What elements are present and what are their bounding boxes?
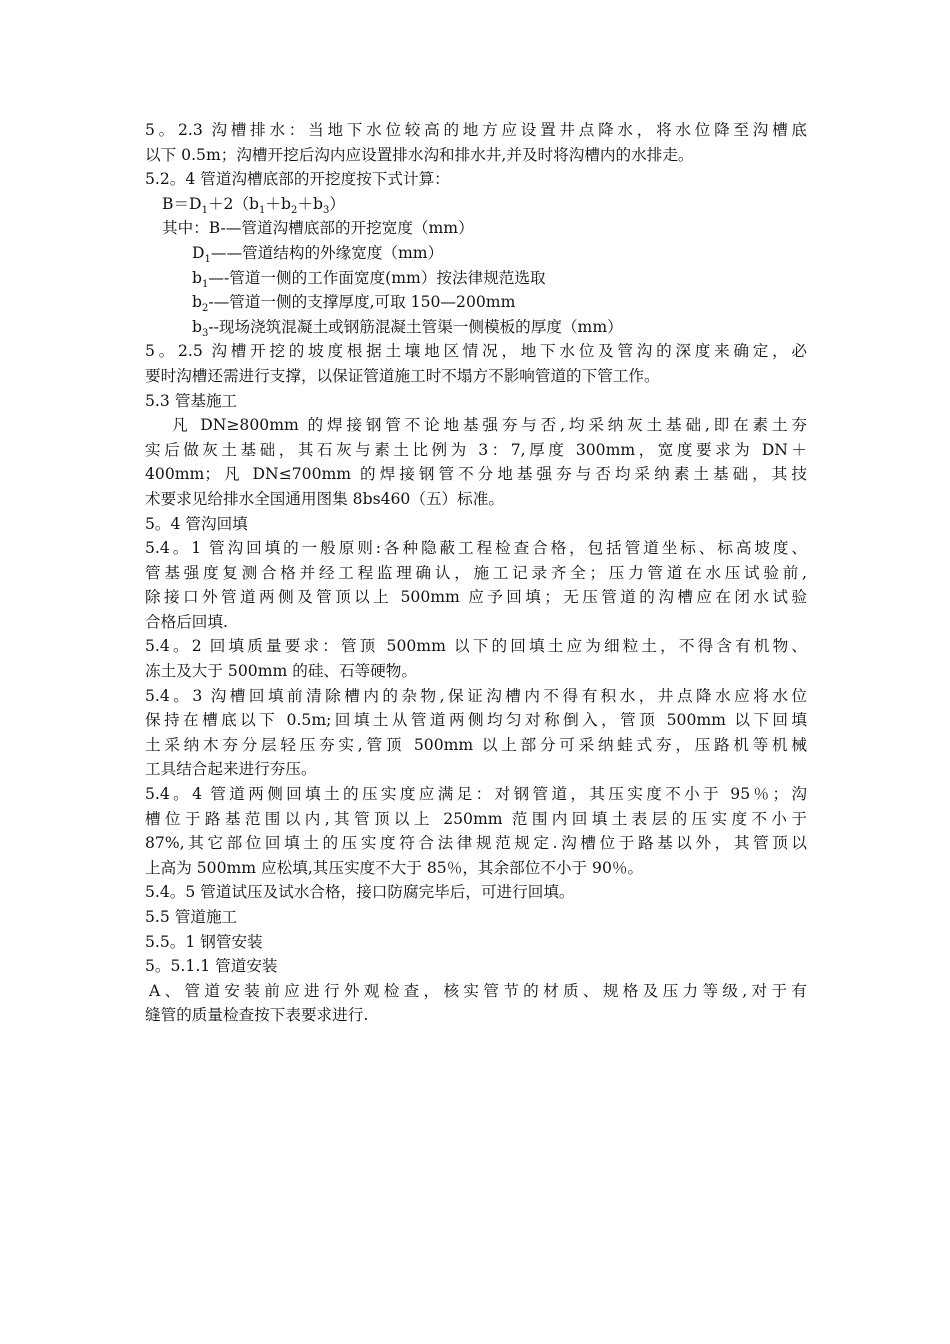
paragraph-5-4-1-line-3: 除接口外管道两侧及管顶以上 500mm 应予回填；无压管道的沟槽应在闭水试验 — [145, 588, 807, 607]
definition-symbol: b — [192, 268, 202, 287]
paragraph-5-3-line-4: 术要求见给排水全国通用图集 8bs460（五）标准。 — [145, 489, 504, 508]
formula-part: B＝D — [162, 194, 202, 213]
definition-d1 — [145, 241, 807, 266]
definition-subscript: 1 — [201, 278, 209, 290]
formula-part: ＋b — [265, 194, 291, 213]
paragraph-5-4-1-line-4: 合格后回填. — [145, 612, 228, 631]
paragraph-5-4-2-line-1: 5.4。2 回填质量要求：管顶 500mm 以下的回填土应为细粒土，不得含有机物、 — [145, 637, 807, 656]
heading-5-2-4: 5.2。4 管道沟槽底部的开挖度按下式计算： — [145, 170, 450, 189]
definition-subscript: 2 — [201, 303, 209, 315]
paragraph-5-3-line-1: 凡 DN≥800mm 的焊接钢管不论地基强夯与否,均采纳灰土基础,即在素土夯 — [172, 416, 807, 435]
paragraph-5-4-3-line-3: 土采纳木夯分层轻压夯实,管顶 500mm 以上部分可采纳蛙式夯，压路机等机械 — [145, 735, 807, 754]
paragraph-5-4-4-line-1: 5.4。4 管道两侧回填土的压实度应满足：对钢管道，其压实度不小于 95％；沟 — [145, 785, 807, 804]
formula-part: ） — [329, 194, 345, 213]
definition-subscript: 1 — [204, 254, 211, 266]
paragraph-5-4-3-line-2: 保持在槽底以下 0.5m;回填土从管道两侧均匀对称倒入，管顶 500mm 以下回填 — [145, 711, 807, 730]
definition-b2 — [145, 290, 807, 315]
heading-5-4: 5。4 管沟回填 — [145, 514, 248, 533]
formula-subscript: 1 — [259, 204, 266, 216]
paragraph-5-4-3-line-4: 工具结合起来进行夯压。 — [145, 760, 317, 779]
definition-text: --现场浇筑混凝土或钢筋混凝土管渠一侧模板的厚度（mm） — [208, 317, 623, 336]
definition-b3 — [145, 315, 807, 340]
paragraph-a-line-1: A、管道安装前应进行外观检查，核实管节的材质、规格及压力等级,对于有 — [149, 981, 807, 1000]
paragraph-5-2-3-line-1: 5。2.3 沟槽排水：当地下水位较高的地方应设置井点降水，将水位降至沟槽底 — [145, 121, 807, 139]
paragraph-5-4-1-line-2: 管基强度复测合格并经工程监理确认，施工记录齐全；压力管道在水压试验前, — [145, 563, 807, 582]
paragraph-5-2-5-line-1: 5。2.5 沟槽开挖的坡度根据土壤地区情况，地下水位及管沟的深度来确定，必 — [145, 342, 807, 361]
definition-symbol: b — [192, 293, 202, 312]
paragraph-5-4-4-line-3: 87%,其它部位回填土的压实度符合法律规范规定.沟槽位于路基以外，其管顶以 — [145, 834, 807, 853]
formula-subscript: 1 — [201, 204, 208, 216]
heading-5-5-1-1: 5。5.1.1 管道安装 — [145, 957, 278, 976]
paragraph-5-4-4-line-2: 槽位于路基范围以内,其管顶以上 250mm 范围内回填土表层的压实度不小于 — [145, 809, 807, 828]
paragraph-5-4-3-line-1: 5.4。3 沟槽回填前清除槽内的杂物,保证沟槽内不得有积水，井点降水应将水位 — [145, 686, 807, 705]
heading-5-5: 5.5 管道施工 — [145, 908, 238, 926]
paragraph-5-4-2-line-2: 冻土及大于 500mm 的硅、石等硬物。 — [145, 662, 417, 681]
paragraph-5-3-line-2: 实后做灰土基础，其石灰与素土比例为 3：7,厚度 300mm，宽度要求为 DN＋ — [145, 440, 807, 459]
formula-line — [145, 192, 807, 217]
formula-subscript: 2 — [290, 204, 298, 216]
paragraph-5-4-5: 5.4。5 管道试压及试水合格，接口防腐完毕后，可进行回填。 — [145, 883, 575, 902]
paragraph-5-4-4-line-4: 上高为 500mm 应松填,其压实度不大于 85％，其余部位不小于 90％。 — [145, 858, 644, 877]
definition-text: -—管道一侧的支撑厚度,可取 150—200mm — [208, 293, 516, 312]
paragraph-5-4-1-line-1: 5.4。1 管沟回填的一般原则:各种隐蔽工程检查合格，包括管道坐标、标高坡度、 — [145, 539, 807, 558]
definition-text: —-管道一侧的工作面宽度(mm）按法律规范选取 — [208, 268, 546, 287]
document-body — [145, 118, 807, 1028]
formula-part: ＋2（b — [207, 194, 260, 213]
paragraph-5-2-3-line-2: 以下 0.5m；沟槽开挖后沟内应设置排水沟和排水井,并及时将沟槽内的水排走。 — [145, 145, 694, 164]
heading-5-5-1: 5.5。1 钢管安装 — [145, 932, 263, 951]
definition-text: ——管道结构的外缘宽度（mm） — [210, 243, 444, 262]
formula-part: ＋b — [297, 194, 323, 213]
paragraph-5-3-line-3: 400mm；凡 DN≤700mm 的焊接钢管不分地基强夯与否均采纳素土基础，其技 — [145, 465, 807, 484]
definition-symbol: D — [192, 243, 205, 262]
definition-b1 — [145, 266, 807, 291]
definition-symbol: b — [192, 317, 202, 336]
paragraph-5-2-5-line-2: 要时沟槽还需进行支撑，以保证管道施工时不塌方不影响管道的下管工作。 — [145, 366, 660, 385]
definition-subscript: 3 — [201, 327, 209, 339]
formula-subscript: 3 — [322, 204, 330, 216]
paragraph-a-line-2: 缝管的质量检查按下表要求进行. — [145, 1006, 369, 1025]
heading-5-3: 5.3 管基施工 — [145, 391, 238, 410]
formula-where-line: 其中：B-—管道沟槽底部的开挖宽度（mm） — [162, 219, 474, 238]
